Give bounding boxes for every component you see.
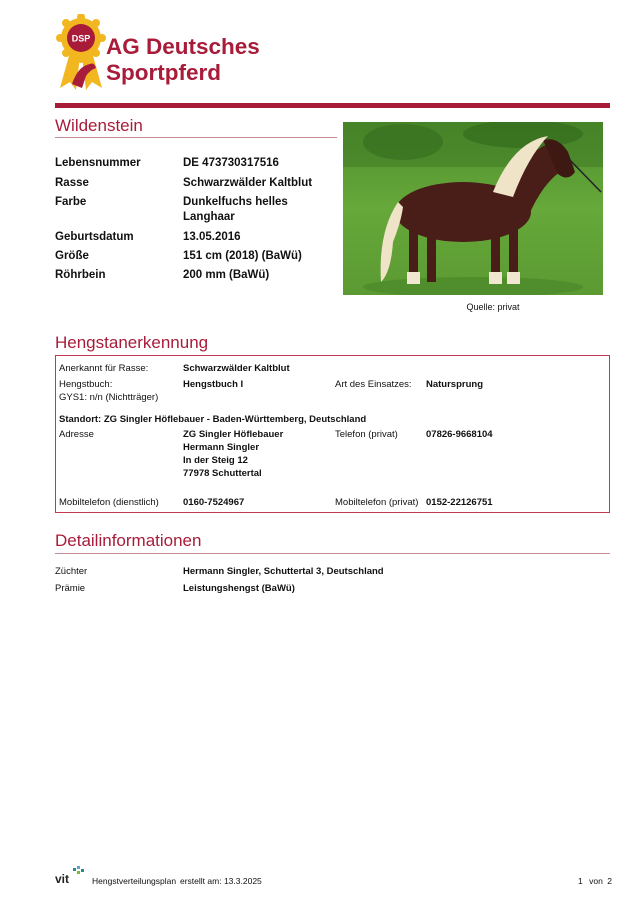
rasse-label: Rasse [55, 177, 89, 189]
hengstanerkennung-box [55, 355, 610, 513]
anerkannt-value: Schwarzwälder Kaltblut [183, 363, 290, 374]
farbe-label: Farbe [55, 196, 87, 208]
mobil-dienstlich-value: 0160-7524967 [183, 497, 245, 508]
brand-line-1: AG Deutsches [106, 34, 260, 59]
groesse-value: 151 cm (2018) (BaWü) [183, 250, 302, 262]
praemie-value: Leistungshengst (BaWü) [183, 583, 295, 594]
groesse-label: Größe [55, 250, 89, 262]
caption-label: Quelle: [466, 302, 495, 312]
standort-text: Standort: ZG Singler Höflebauer - Baden-Württemberg, Deutschland [59, 414, 367, 425]
geburtsdatum-label: Geburtsdatum [55, 231, 134, 243]
geburtsdatum-value: 13.05.2016 [183, 231, 241, 243]
adresse-label: Adresse [59, 429, 94, 440]
mobil-privat-label: Mobiltelefon (privat) [335, 497, 419, 508]
footer-page-number: 1 [578, 876, 583, 886]
einsatz-label: Art des Einsatzes: [335, 379, 412, 390]
horse-photo [343, 122, 603, 295]
dsp-logo-icon [56, 14, 106, 94]
footer-doc: Hengstverteilungsplan [92, 876, 177, 886]
einsatz-value: Natursprung [426, 379, 483, 390]
adresse-line-4: 77978 Schuttertal [183, 468, 262, 479]
gys-text: GYS1: n/n (Nichtträger) [59, 392, 159, 403]
adresse-line-1: ZG Singler Höflebauer [183, 429, 284, 440]
detail-rule [55, 553, 610, 554]
farbe-value: Dunkelfuchs helles [183, 196, 288, 208]
brand-line-2: Sportpferd [106, 60, 221, 85]
footer-page [578, 876, 612, 887]
vit-logo-text: vit [55, 872, 70, 886]
footer-page-total: 2 [607, 876, 612, 886]
footer-created [180, 876, 262, 887]
adresse-line-2: Hermann Singler [183, 442, 260, 453]
adresse-line-3: In der Steig 12 [183, 455, 248, 466]
logo-badge-text: DSP [71, 33, 91, 44]
footer-created-value: 13.3.2025 [223, 876, 262, 886]
hengstanerkennung-title: Hengstanerkennung [55, 333, 209, 352]
horse-name: Wildenstein [55, 116, 143, 135]
mobil-privat-value: 0152-22126751 [426, 497, 493, 508]
farbe-value-2: Langhaar [183, 211, 235, 223]
footer-created-label: erstellt am: [180, 876, 222, 886]
brand-title [106, 34, 260, 86]
zuechter-value: Hermann Singler, Schuttertal 3, Deutschland [183, 566, 384, 577]
footer-page-of: von [589, 876, 603, 886]
lebensnummer-label: Lebensnummer [55, 157, 141, 169]
roehrbein-label: Röhrbein [55, 269, 106, 281]
caption-value: privat [497, 302, 520, 312]
vit-logo-icon [55, 866, 89, 888]
lebensnummer-value: DE 473730317516 [183, 157, 279, 169]
roehrbein-value: 200 mm (BaWü) [183, 269, 270, 281]
praemie-label: Prämie [55, 583, 86, 594]
anerkannt-label: Anerkannt für Rasse: [59, 363, 149, 374]
telefon-label: Telefon (privat) [335, 429, 398, 440]
photo-caption [343, 302, 603, 312]
zuechter-label: Züchter [55, 566, 88, 577]
hengstbuch-value: Hengstbuch I [183, 379, 244, 390]
detail-title: Detailinformationen [55, 531, 202, 550]
rasse-value: Schwarzwälder Kaltblut [183, 177, 313, 189]
title-rule [55, 137, 337, 138]
mobil-dienstlich-label: Mobiltelefon (dienstlich) [59, 497, 159, 508]
telefon-value: 07826-9668104 [426, 429, 493, 440]
header-bar [55, 103, 610, 108]
hengstbuch-label: Hengstbuch: [59, 379, 113, 390]
